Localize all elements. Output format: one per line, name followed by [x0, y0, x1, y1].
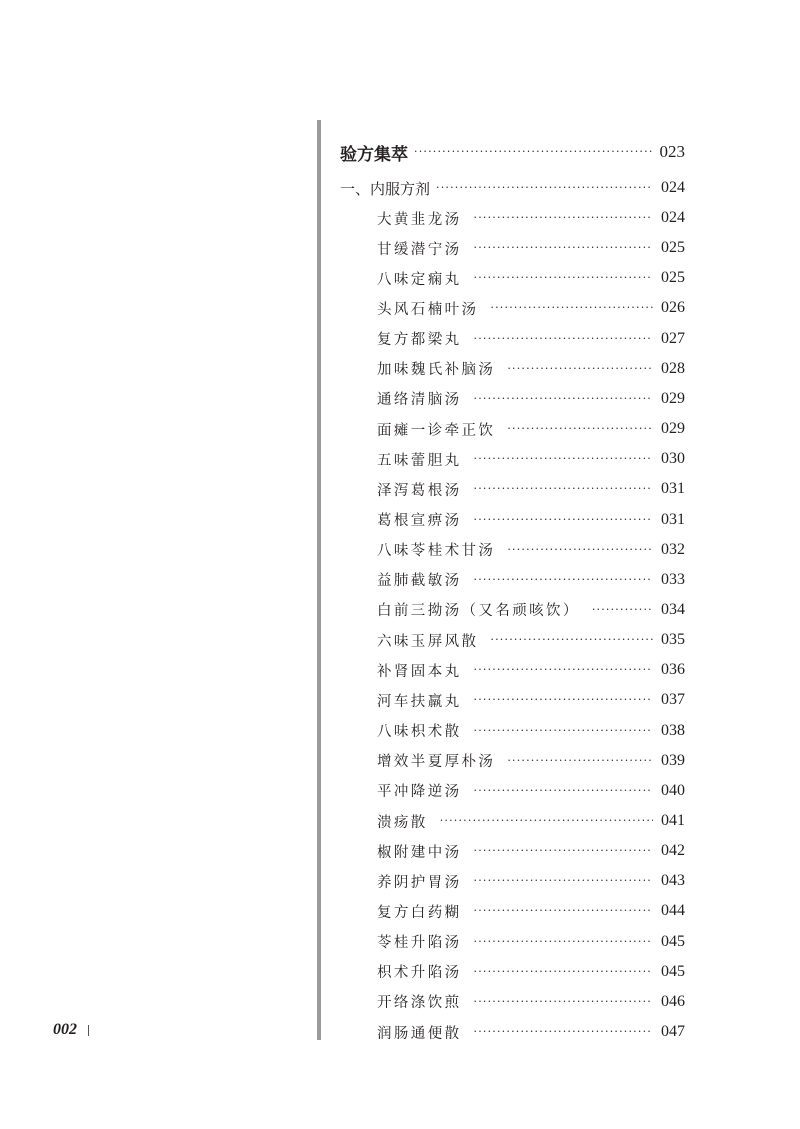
- toc-entry-page: 045: [661, 932, 685, 950]
- toc-section-label: 一、内服方剂: [340, 179, 431, 198]
- toc-entry[interactable]: [340, 266, 685, 290]
- toc-entry[interactable]: [340, 809, 685, 833]
- leader-dots: [474, 387, 654, 411]
- toc-entry-page: 041: [661, 812, 685, 829]
- toc-entry[interactable]: [340, 447, 685, 471]
- toc-entry-page: 045: [661, 962, 685, 980]
- toc-entry-label: 白前三拗汤（又名顽咳饮）: [377, 603, 580, 620]
- toc-entry-page: 038: [661, 721, 685, 739]
- toc-entry-label: 养阴护胃汤: [377, 874, 462, 891]
- toc-entry-page: 035: [661, 631, 685, 649]
- toc-entry[interactable]: [340, 658, 685, 682]
- leader-dots: [474, 990, 654, 1014]
- leader-dots: [414, 140, 652, 164]
- toc-entry[interactable]: [340, 628, 685, 652]
- leader-dots: [474, 930, 654, 954]
- toc-entry[interactable]: [340, 1020, 685, 1044]
- toc-entry-label: 补肾固本丸: [377, 663, 462, 680]
- toc-entry[interactable]: [340, 206, 685, 230]
- leader-dots: [507, 538, 653, 562]
- leader-dots: [474, 266, 654, 290]
- leader-dots: [474, 206, 654, 230]
- toc-entry[interactable]: [340, 779, 685, 803]
- leader-dots: [436, 176, 653, 200]
- toc-entry-page: 036: [661, 661, 685, 679]
- toc-entry-label: 八味苓桂术甘汤: [377, 543, 496, 560]
- leader-dots: [474, 327, 654, 351]
- toc-entry[interactable]: [340, 930, 685, 954]
- toc-entry[interactable]: [340, 839, 685, 863]
- toc-entry[interactable]: [340, 960, 685, 984]
- leader-dots: [474, 839, 654, 863]
- leader-dots: [474, 960, 654, 984]
- toc-entry-page: 043: [661, 872, 685, 890]
- toc-entry-label: 复方白药糊: [377, 904, 462, 921]
- toc-entry[interactable]: [340, 296, 685, 320]
- toc-entry-label: 头风石楠叶汤: [377, 301, 479, 318]
- leader-dots: [474, 869, 654, 893]
- toc-entry-label: 甘缓潜宁汤: [377, 241, 462, 258]
- leader-dots: [507, 749, 653, 773]
- leader-dots: [474, 688, 654, 712]
- toc-entry-page: 039: [661, 751, 685, 769]
- leader-dots: [474, 477, 654, 501]
- leader-dots: [507, 357, 653, 381]
- toc-entry-label: 平冲降逆汤: [377, 784, 462, 801]
- leader-dots: [474, 719, 654, 743]
- toc-entry-label: 河车扶羸丸: [377, 693, 462, 710]
- leader-dots: [490, 296, 653, 320]
- toc-entry-label: 开络涤饮煎: [377, 995, 462, 1012]
- toc-entry-page: 026: [661, 299, 685, 317]
- page-number-divider: [88, 1025, 89, 1036]
- leader-dots: [474, 236, 654, 260]
- leader-dots: [474, 568, 654, 592]
- toc-entry[interactable]: [340, 598, 685, 622]
- toc-entry-label: 五味蕾胆丸: [377, 452, 462, 469]
- leader-dots: [490, 628, 653, 652]
- toc-entry-label: 苓桂升陷汤: [377, 935, 462, 952]
- toc-entry-label: 润肠通便散: [377, 1025, 462, 1042]
- toc-entry[interactable]: [340, 869, 685, 893]
- toc-entry-page: 042: [661, 842, 685, 860]
- toc-entry-page: 034: [661, 600, 685, 618]
- toc-title: 验方集萃: [340, 144, 408, 165]
- toc-entry-page: 027: [661, 329, 685, 347]
- toc-entry-page: 044: [661, 902, 685, 920]
- margin-rule: [317, 120, 321, 1040]
- toc-entry[interactable]: [340, 538, 685, 562]
- toc-entry-page: 037: [661, 691, 685, 709]
- toc-title-page: 023: [659, 142, 685, 161]
- toc-entry-page: 029: [661, 420, 685, 438]
- leader-dots: [440, 809, 653, 833]
- toc-entry[interactable]: [340, 417, 685, 441]
- toc-section-entry[interactable]: [340, 176, 685, 200]
- toc-entry-label: 溃疡散: [377, 814, 428, 831]
- toc-entry-label: 六味玉屏风散: [377, 633, 479, 650]
- toc-entry[interactable]: [340, 387, 685, 411]
- leader-dots: [474, 447, 654, 471]
- toc-entry[interactable]: [340, 327, 685, 351]
- toc-entry-page: 032: [661, 540, 685, 558]
- toc-entry-page: 029: [661, 389, 685, 407]
- leader-dots: [474, 899, 654, 923]
- leader-dots: [474, 1020, 654, 1044]
- toc-entry-label: 泽泻葛根汤: [377, 482, 462, 499]
- toc-section-page: 024: [661, 179, 685, 196]
- toc-entry-label: 增效半夏厚朴汤: [377, 754, 496, 771]
- toc-entry-label: 复方都梁丸: [377, 332, 462, 349]
- toc-entry-page: 046: [661, 992, 685, 1010]
- toc-entry-page: 033: [661, 570, 685, 588]
- page-number: 002: [53, 1021, 77, 1038]
- toc-entry[interactable]: [340, 899, 685, 923]
- leader-dots: [592, 598, 653, 622]
- toc-entry-label: 大黄韭龙汤: [377, 211, 462, 228]
- toc-entry[interactable]: [340, 688, 685, 712]
- leader-dots: [474, 779, 654, 803]
- toc-entry[interactable]: [340, 568, 685, 592]
- toc-entry[interactable]: [340, 477, 685, 501]
- toc-entry-page: 047: [661, 1023, 685, 1041]
- toc-entry[interactable]: [340, 508, 685, 532]
- toc-entry-page: 025: [661, 269, 685, 287]
- toc-entry-page: 031: [661, 480, 685, 498]
- toc-entry[interactable]: [340, 719, 685, 743]
- toc-entry-label: 益肺截敏汤: [377, 573, 462, 590]
- leader-dots: [474, 658, 654, 682]
- toc-entry-page: 030: [661, 450, 685, 468]
- toc-entry[interactable]: [340, 357, 685, 381]
- toc-entry-label: 八味枳术散: [377, 724, 462, 741]
- toc-entry-label: 椒附建中汤: [377, 844, 462, 861]
- toc-entry-page: 024: [661, 209, 685, 226]
- toc-entry[interactable]: [340, 236, 685, 260]
- toc-entry-page: 031: [661, 510, 685, 528]
- leader-dots: [474, 508, 654, 532]
- toc-entry-page: 025: [661, 239, 685, 257]
- toc-entry-page: 028: [661, 359, 685, 377]
- toc-entry-label: 葛根宣痹汤: [377, 513, 462, 529]
- toc-entry-label: 枳术升陷汤: [377, 965, 462, 982]
- toc-entry-label: 八味定痫丸: [377, 271, 462, 288]
- toc-entry[interactable]: [340, 749, 685, 773]
- toc-entry[interactable]: [340, 990, 685, 1014]
- toc-entry-label: 面瘫一诊牵正饮: [377, 422, 496, 439]
- toc-entry-label: 加味魏氏补脑汤: [377, 362, 496, 379]
- toc-entry-label: 通络清脑汤: [377, 392, 462, 409]
- toc-title-entry[interactable]: [340, 140, 685, 164]
- leader-dots: [507, 417, 653, 441]
- toc-entry-page: 040: [661, 781, 685, 799]
